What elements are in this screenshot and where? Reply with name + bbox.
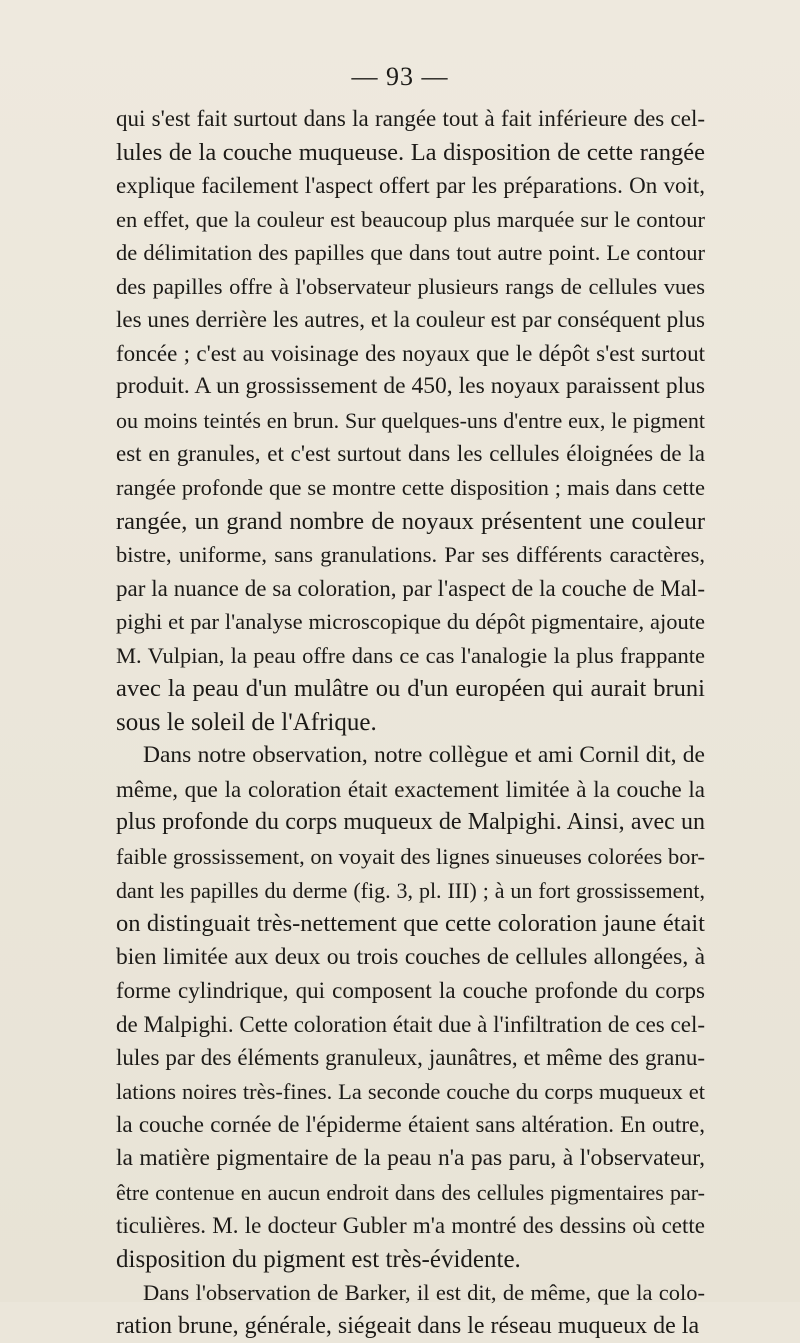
text-line: plus profonde du corps muqueux de Malpighi. Ainsi, avec un (116, 809, 705, 836)
text-line: ticulières. M. le docteur Gubler m'a montré des dessins où cette (116, 1213, 705, 1239)
text-line: pighi et par l'analyse microscopique du dépôt pigmentaire, ajoute (116, 609, 705, 635)
text-line: explique facilement l'aspect offert par les préparations. On voit, (116, 173, 705, 199)
text-line: on distinguait très-nettement que cette coloration jaune était (116, 910, 705, 938)
text-line: Dans notre observation, notre collègue et ami Cornil dit, de (143, 742, 705, 769)
text-line: des papilles offre à l'observateur plusieurs rangs de cellules vues (116, 273, 705, 299)
text-line: sous le soleil de l'Afrique. (116, 708, 377, 736)
text-line: les unes derrière les autres, et la couleur est par conséquent plus (116, 307, 705, 333)
text-line: lules de la couche muqueuse. La disposition de cette rangée (116, 138, 705, 166)
text-line: forme cylindrique, qui composent la couche profonde du corps (116, 978, 705, 1004)
text-line: lules par des éléments granuleux, jaunâtres, et même des granu- (116, 1045, 705, 1071)
text-line: avec la peau d'un mulâtre ou d'un européen qui aurait bruni (116, 675, 705, 703)
text-line: rangée, un grand nombre de noyaux présentent une couleur (116, 507, 705, 535)
text-line: la couche cornée de l'épiderme étaient sans altération. En outre, (116, 1112, 705, 1138)
text-line: par la nuance de sa coloration, par l'aspect de la couche de Mal- (116, 575, 705, 601)
text-line: faible grossissement, on voyait des lignes sinueuses colorées bor- (116, 844, 705, 870)
text-line: dant les papilles du derme (fig. 3, pl. III) ; à un fort grossissement, (116, 877, 705, 903)
page-number: — 93 — (351, 62, 449, 91)
text-line: Dans l'observation de Barker, il est dit, de même, que la colo- (143, 1280, 705, 1306)
text-line: la matière pigmentaire de la peau n'a pas paru, à l'observateur, (116, 1144, 705, 1171)
body-text (116, 102, 705, 1343)
text-line: bien limitée aux deux ou trois couches de cellules allongées, à (116, 943, 705, 970)
text-line: bistre, uniforme, sans granulations. Par ses différents caractères, (116, 542, 705, 568)
text-line: rangée profonde que se montre cette disposition ; mais dans cette (116, 475, 705, 501)
text-line: est en granules, et c'est surtout dans les cellules éloignées de la (116, 441, 705, 467)
text-line: même, que la coloration était exactement limitée à la couche la (116, 776, 705, 802)
text-line: lations noires très-fines. La seconde couche du corps muqueux et (116, 1078, 705, 1104)
text-line: qui s'est fait surtout dans la rangée tout à fait inférieure des cel- (116, 106, 705, 131)
text-line: de Malpighi. Cette coloration était due à l'infiltration de ces cel- (116, 1011, 705, 1037)
text-line: M. Vulpian, la peau offre dans ce cas l'analogie la plus frappante (116, 642, 705, 668)
text-line: ration brune, générale, siégeait dans le réseau muqueux de la (116, 1312, 700, 1339)
text-line: disposition du pigment est très-évidente. (116, 1245, 521, 1273)
text-line: ou moins teintés en brun. Sur quelques-uns d'entre eux, le pigment (116, 407, 705, 433)
text-line: foncée ; c'est au voisinage des noyaux que le dépôt s'est surtout (116, 340, 705, 366)
text-line: être contenue en aucun endroit dans des cellules pigmentaires par- (116, 1179, 705, 1205)
text-line: de délimitation des papilles que dans tout autre point. Le contour (116, 240, 705, 266)
text-line: produit. A un grossissement de 450, les noyaux paraissent plus (116, 373, 705, 400)
text-line: en effet, que la couleur est beaucoup plus marquée sur le contour (116, 206, 705, 232)
